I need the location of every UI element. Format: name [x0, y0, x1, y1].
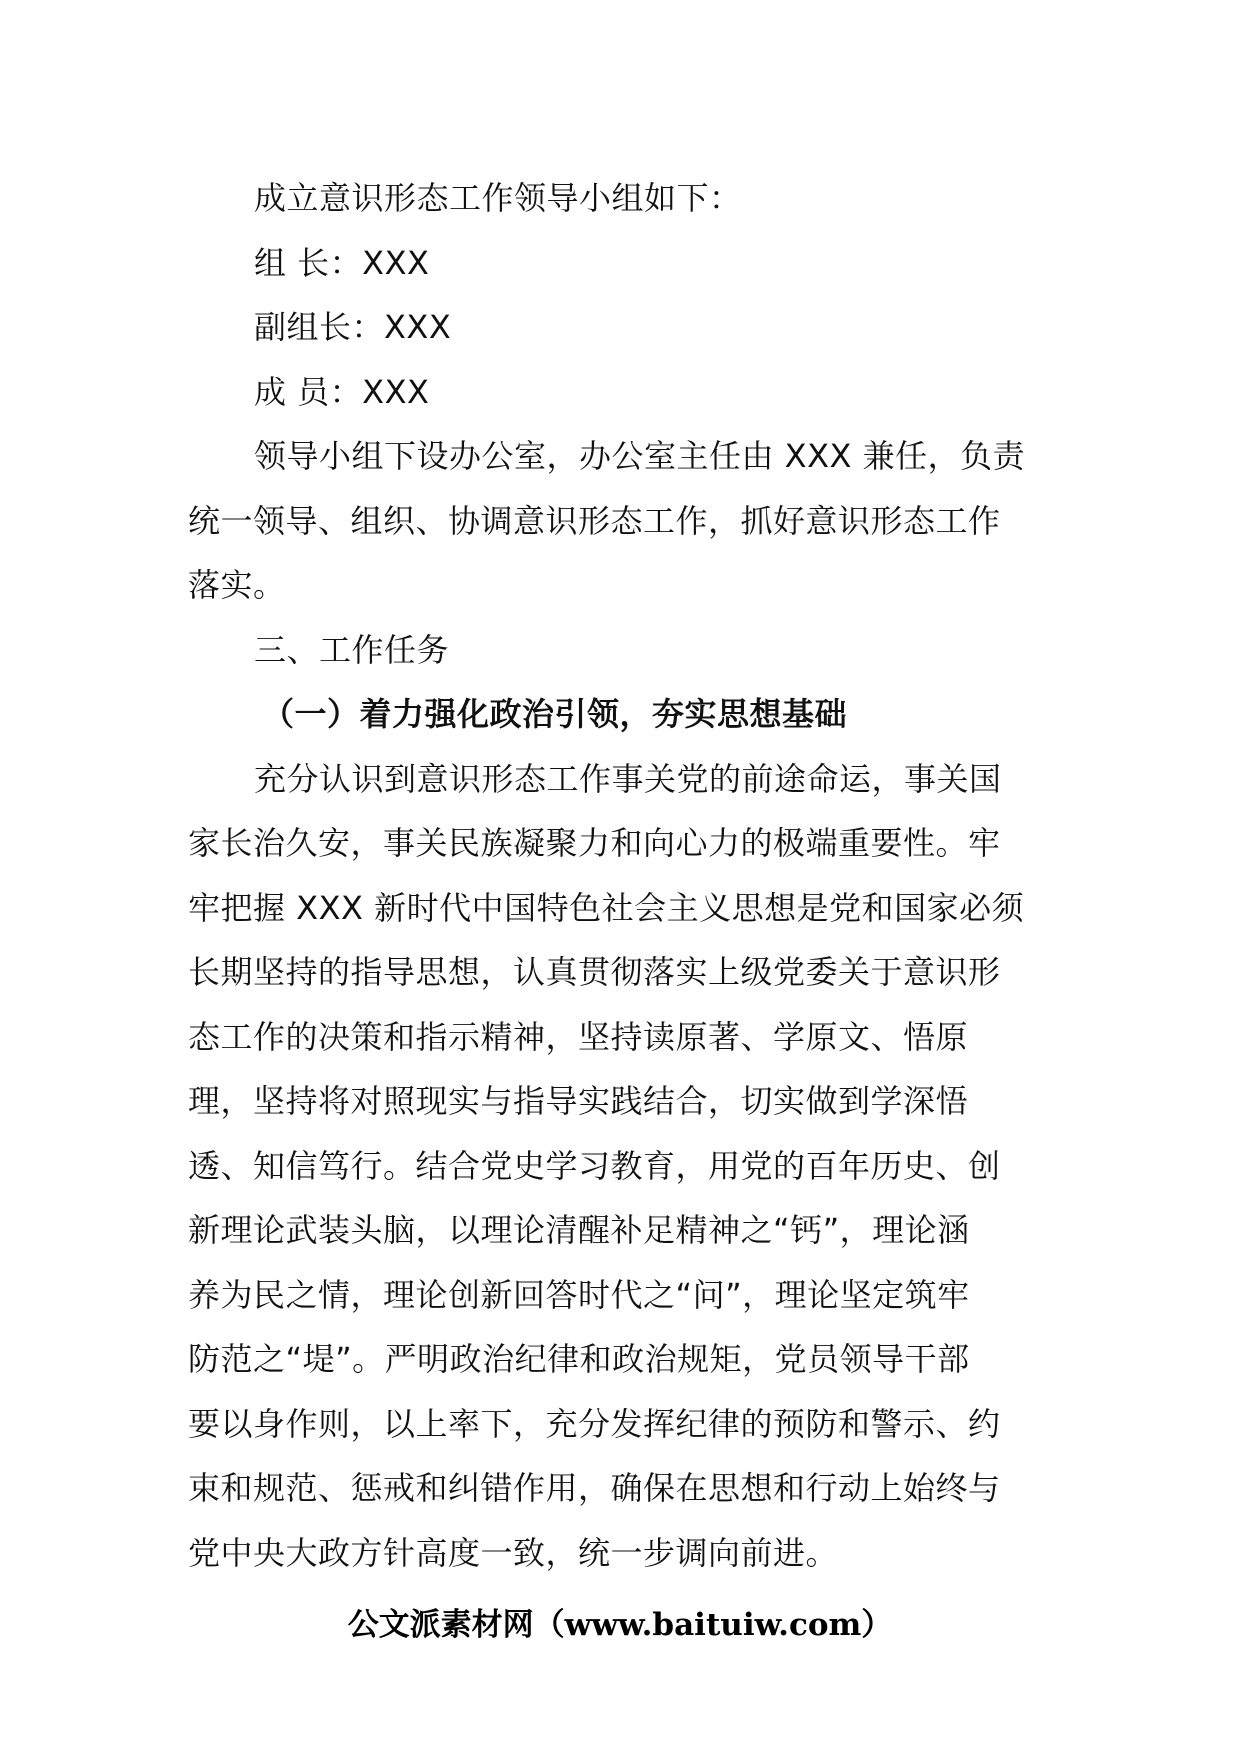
- body-paragraph-line: 态工作的决策和指示精神，坚持读原著、学原文、悟原: [188, 1017, 969, 1056]
- intro-line: 成立意识形态工作领导小组如下：: [254, 179, 742, 217]
- office-paragraph-line: 落实。: [188, 566, 286, 604]
- body-paragraph-line: 党中央大政方针高度一致，统一步调向前进。: [188, 1533, 839, 1572]
- body-paragraph-line: 养为民之情，理论创新回答时代之“问”，理论坚定筑牢: [188, 1275, 970, 1314]
- section-heading: 三、工作任务: [254, 630, 450, 669]
- body-paragraph-line: 家长治久安，事关民族凝聚力和向心力的极端重要性。牢: [188, 824, 1001, 862]
- office-paragraph-line: 统一领导、组织、协调意识形态工作，抓好意识形态工作: [188, 501, 1001, 540]
- group-leader-line: 组 长：XXX: [254, 243, 430, 282]
- body-paragraph-line: 长期坚持的指导思想，认真贯彻落实上级党委关于意识形: [188, 953, 1001, 991]
- body-paragraph-line: 理，坚持将对照现实与指导实践结合，切实做到学深悟: [188, 1082, 969, 1120]
- body-paragraph-line: 透、知信笃行。结合党史学习教育，用党的百年历史、创: [188, 1146, 1001, 1185]
- body-paragraph-line: 防范之“堤”。严明政治纪律和政治规矩，党员领导干部: [188, 1340, 970, 1378]
- body-paragraph-line: 牢把握 XXX 新时代中国特色社会主义思想是党和国家必须: [188, 888, 1025, 927]
- body-paragraph-line: 束和规范、惩戒和纠错作用，确保在思想和行动上始终与: [188, 1469, 1001, 1507]
- deputy-leader-line: 副组长：XXX: [254, 308, 452, 346]
- subsection-heading: （一）着力强化政治引领，夯实思想基础: [262, 695, 848, 733]
- footer-watermark: 公文派素材网（www.baituiw.com）: [347, 1607, 893, 1643]
- body-paragraph-line: 要以身作则，以上率下，充分发挥纪律的预防和警示、约: [188, 1404, 1001, 1443]
- document-body: [188, 166, 1058, 1585]
- members-line: 成 员：XXX: [254, 372, 430, 411]
- body-paragraph-line: 充分认识到意识形态工作事关党的前途命运，事关国: [254, 759, 1002, 798]
- office-paragraph-line: 领导小组下设办公室，办公室主任由 XXX 兼任，负责: [254, 437, 1026, 475]
- body-paragraph-line: 新理论武装头脑，以理论清醒补足精神之“钙”，理论涵: [188, 1211, 970, 1249]
